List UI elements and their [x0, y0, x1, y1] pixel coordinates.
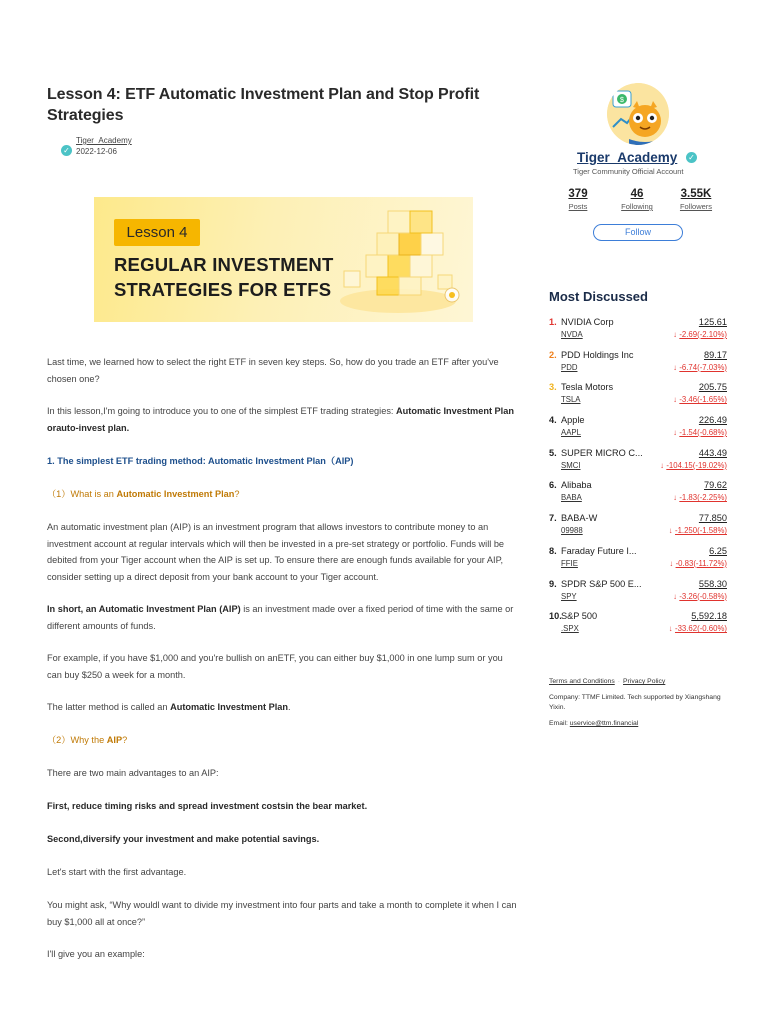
svg-text:$: $	[620, 97, 624, 104]
banner-heading-line2: STRATEGIES FOR ETFS	[114, 279, 332, 300]
list-item[interactable]	[549, 382, 727, 415]
stock-price[interactable]: 79.62	[704, 480, 727, 491]
stock-ticker[interactable]: SPY	[561, 591, 577, 601]
paragraph-example-intro: I'll give you an example:	[47, 949, 145, 959]
paragraph-in-short	[47, 601, 519, 634]
down-arrow-icon: ↓	[673, 428, 678, 438]
stock-price[interactable]: 77.850	[698, 513, 727, 524]
stock-name[interactable]: SUPER MICRO C...	[561, 447, 643, 458]
stock-price[interactable]: 443.49	[698, 447, 727, 458]
paragraph-latter-end: .	[288, 702, 291, 712]
stock-change-value: -1.250(-1.58%)	[674, 526, 727, 536]
stock-change	[660, 461, 727, 470]
subheading-1-suffix: ?	[234, 489, 240, 499]
paragraph-latter-method	[47, 699, 519, 716]
rank-number: 6.	[549, 480, 557, 491]
footer-email-link[interactable]: uservice@ttm.financial	[569, 720, 639, 727]
down-arrow-icon: ↓	[660, 460, 665, 470]
section-heading-1: 1. The simplest ETF trading method: Automatic Investment Plan（AIP)	[47, 456, 354, 466]
list-item[interactable]	[549, 317, 727, 350]
stock-change-value: -3.46(-1.65%)	[679, 395, 727, 405]
stock-change-value: -2.69(-2.10%)	[679, 330, 727, 339]
subheading-2-prefix: （2）Why the	[47, 735, 107, 745]
profile-subtitle: Tiger Community Official Account	[573, 167, 684, 176]
paragraph-lesson-intro	[47, 403, 519, 436]
rank-number: 3.	[549, 382, 557, 393]
paragraph-second-advantage	[47, 831, 519, 848]
stock-name[interactable]: BABA-W	[561, 513, 598, 524]
paragraph-latter-bold: Automatic Investment Plan	[170, 702, 289, 712]
rank-number: 10.	[549, 611, 562, 622]
stock-ticker[interactable]: AAPL	[561, 428, 581, 438]
down-arrow-icon: ↓	[668, 624, 673, 634]
stock-price[interactable]: 125.61	[698, 317, 727, 327]
stat-followers-value: 3.55K	[680, 188, 712, 200]
stat-followers[interactable]	[666, 188, 726, 211]
stock-name[interactable]: Tesla Motors	[561, 382, 614, 393]
stock-change	[673, 363, 727, 372]
stat-posts[interactable]	[548, 188, 608, 211]
list-item[interactable]	[549, 513, 727, 546]
stock-change	[673, 395, 727, 404]
stock-price[interactable]: 89.17	[704, 349, 727, 360]
paragraph-aip-definition: An automatic investment plan (AIP) is an investment program that allows investors to contribute money to an investment account at regular intervals which will then be invested in a pre-set strategy or portfolio. Funds will be debited from your Tiger account when the AIP is set up. To ensure there are enough funds available for your AIP, consider setting up a direct deposit from your bank account to your Tiger account.	[47, 522, 505, 582]
subheading-2-bold: AIP	[106, 735, 123, 745]
list-item[interactable]	[549, 415, 727, 448]
paragraph-first-advantage-bold: First, reduce timing risks and spread investment costsin the bear market.	[47, 801, 368, 811]
footer-company: Company: TTMF Limited. Tech supported by Xiangshang Yixin.	[549, 694, 721, 711]
stock-ticker[interactable]: TSLA	[561, 395, 581, 405]
stock-change-value: -6.74(-7.03%)	[679, 362, 727, 372]
stat-followers-label: Followers	[679, 202, 713, 211]
paragraph-in-short-bold: In short, an Automatic Investment Plan (AIP)	[47, 604, 241, 614]
stock-price[interactable]: 5,592.18	[691, 611, 727, 622]
paragraph-question: You might ask, “Why wouldl want to divide my investment into four parts and take a month to complete it when I can buy $1,000 all at once?”	[47, 900, 517, 927]
stock-ticker[interactable]: FFIE	[561, 558, 578, 568]
subheading-what-is-aip	[47, 486, 519, 503]
down-arrow-icon: ↓	[673, 330, 678, 339]
verified-badge-icon: ✓	[61, 145, 72, 156]
list-item[interactable]	[549, 480, 727, 513]
stock-change	[669, 624, 727, 633]
stock-change-value: -1.83(-2.25%)	[679, 493, 727, 503]
rank-number: 7.	[549, 513, 557, 524]
author-link[interactable]: Tiger_Academy	[76, 136, 132, 145]
down-arrow-icon: ↓	[673, 362, 678, 372]
stock-change	[673, 493, 727, 502]
paragraph-lesson-intro-bold: Automatic Investment Plan orauto-invest plan.	[47, 406, 514, 433]
stock-change	[673, 330, 727, 339]
profile-name-link[interactable]: Tiger_Academy	[577, 150, 678, 165]
stock-price[interactable]: 205.75	[698, 382, 727, 393]
rank-number: 5.	[549, 447, 557, 458]
stock-name[interactable]: S&P 500	[561, 611, 598, 622]
down-arrow-icon: ↓	[669, 558, 674, 568]
stock-change-value: -104.15(-19.02%)	[666, 460, 727, 470]
list-item[interactable]	[549, 579, 727, 612]
paragraph-first-advantage	[47, 798, 519, 815]
paragraph-example: For example, if you have $1,000 and you're bullish on anETF, you can either buy $1,000 in one lump sum or you can buy $250 a week for a month.	[47, 653, 503, 680]
follow-button[interactable]: Follow	[593, 224, 683, 241]
stock-change	[673, 592, 727, 601]
stock-price[interactable]: 6.25	[709, 545, 727, 556]
most-discussed-title: Most Discussed	[549, 289, 648, 304]
paragraph-lesson-intro-text: In this lesson,I'm going to introduce you to one of the simplest ETF trading strategies:	[47, 406, 397, 416]
privacy-link[interactable]: Privacy Policy	[623, 678, 666, 685]
subheading-why-aip	[47, 732, 519, 749]
stat-posts-label: Posts	[568, 202, 588, 211]
banner-heading-line1: REGULAR INVESTMENT	[114, 254, 334, 275]
list-item[interactable]	[549, 546, 727, 579]
paragraph-start-first: Let's start with the first advantage.	[47, 867, 187, 877]
down-arrow-icon: ↓	[673, 591, 678, 601]
down-arrow-icon: ↓	[673, 493, 678, 503]
stock-change	[669, 526, 727, 535]
rank-number: 2.	[549, 349, 557, 360]
lesson-banner-image	[94, 197, 473, 322]
stat-posts-value: 379	[568, 188, 588, 200]
stock-ticker[interactable]: BABA	[561, 493, 582, 503]
stock-price[interactable]: 226.49	[698, 415, 727, 426]
verified-badge-icon: ✓	[686, 152, 697, 163]
down-arrow-icon: ↓	[673, 395, 678, 405]
stock-name[interactable]: PDD Holdings Inc	[561, 349, 634, 360]
stock-price[interactable]: 558.30	[698, 578, 727, 589]
post-date: 2022-12-06	[76, 147, 117, 156]
paragraph-advantages: There are two main advantages to an AIP:	[47, 768, 219, 778]
list-item[interactable]	[549, 448, 727, 481]
list-item[interactable]	[549, 350, 727, 383]
stock-ticker[interactable]: .SPX	[561, 624, 579, 634]
subheading-2-suffix: ?	[122, 735, 128, 745]
stock-change-value: -0.83(-11.72%)	[675, 558, 727, 568]
paragraph-intro: Last time, we learned how to select the right ETF in seven key steps. So, how do you trade an ETF after you've chosen one?	[47, 357, 499, 384]
stock-ticker[interactable]: SMCI	[561, 460, 581, 470]
terms-link[interactable]: Terms and Conditions	[549, 678, 615, 685]
cubes-illustration-icon	[326, 205, 466, 317]
rank-number: 8.	[549, 545, 557, 556]
stat-following-label: Following	[621, 202, 653, 211]
stock-name[interactable]: Faraday Future I...	[561, 545, 637, 556]
stat-following-value: 46	[630, 188, 644, 200]
sidebar-footer	[549, 677, 729, 729]
stock-ticker[interactable]: PDD	[561, 362, 578, 372]
stock-change-value: -3.26(-0.58%)	[679, 591, 727, 601]
stock-name[interactable]: NVIDIA Corp	[561, 317, 614, 327]
list-item[interactable]	[549, 611, 727, 644]
stock-change-value: -1.54(-0.68%)	[679, 428, 727, 438]
footer-separator: ·	[617, 678, 621, 685]
article-title: Lesson 4: ETF Automatic Investment Plan and Stop Profit Strategies	[47, 86, 480, 124]
most-discussed-list	[549, 317, 727, 644]
article-header	[47, 84, 519, 162]
stock-name[interactable]: SPDR S&P 500 E...	[561, 578, 642, 589]
stat-following[interactable]	[607, 188, 667, 211]
paragraph-in-short-text: is an investment made over a fixed period of time with the same or different amounts of funds.	[47, 604, 514, 631]
footer-email-label: Email:	[549, 720, 570, 727]
subheading-1-bold: Automatic Investment Plan	[116, 489, 235, 499]
rank-number: 4.	[549, 415, 557, 426]
banner-lesson-label: Lesson 4	[114, 219, 200, 246]
paragraph-second-advantage-bold: Second,diversify your investment and make potential savings.	[47, 834, 320, 844]
stock-change-value: -33.62(-0.60%)	[674, 624, 727, 634]
stock-ticker[interactable]: 09988	[561, 526, 583, 536]
avatar[interactable]	[607, 83, 669, 145]
footer-email-row	[549, 719, 729, 729]
footer-links	[549, 677, 729, 687]
rank-number: 1.	[549, 317, 557, 327]
stock-change	[669, 559, 727, 568]
tiger-mascot-icon	[607, 83, 669, 145]
author-row	[47, 136, 519, 162]
down-arrow-icon: ↓	[668, 526, 673, 536]
stock-change	[673, 428, 727, 437]
paragraph-latter-text: The latter method is called an	[47, 702, 171, 712]
stock-name[interactable]: Apple	[561, 415, 585, 426]
stock-name[interactable]: Alibaba	[561, 480, 592, 491]
stock-ticker[interactable]: NVDA	[561, 330, 583, 339]
subheading-1-prefix: （1）What is an	[47, 489, 117, 499]
rank-number: 9.	[549, 578, 557, 589]
